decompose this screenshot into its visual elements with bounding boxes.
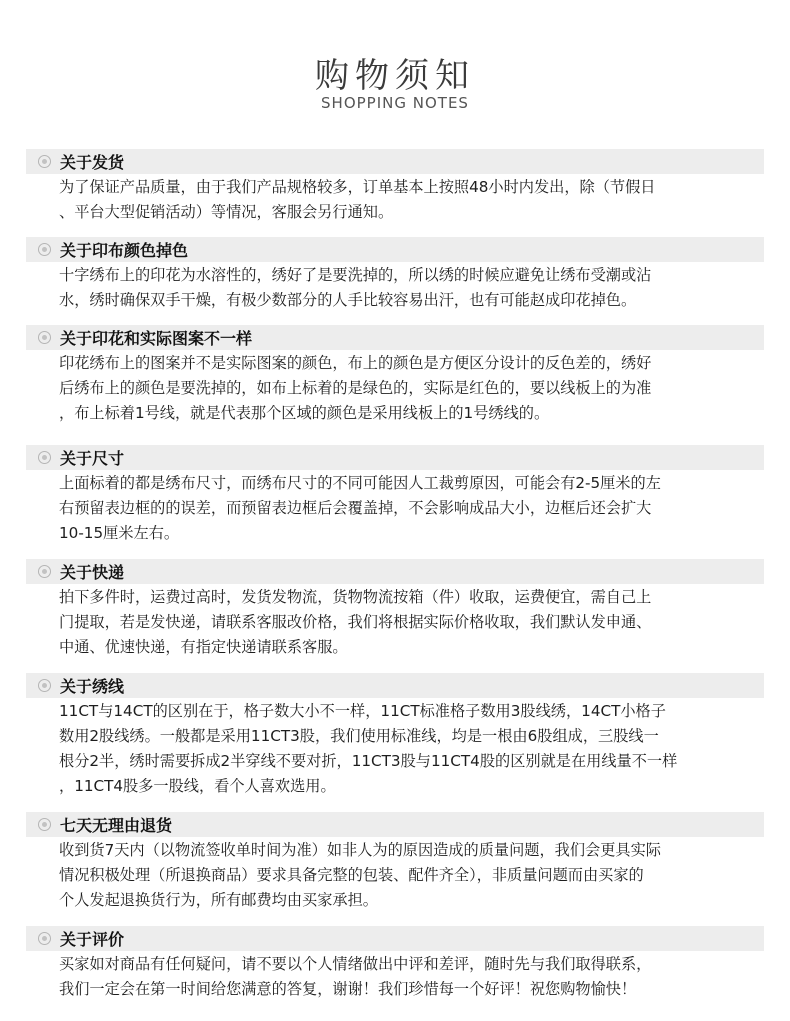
section-header xyxy=(26,445,764,470)
body-line: 后绣布上的颜色是要洗掉的，如布上标着的是绿色的，实际是红色的，要以线板上的为准 xyxy=(59,379,652,397)
body-line: 11CT与14CT的区别在于，格子数大小不一样，11CT标准格子数用3股线绣，14CT小格子 xyxy=(59,702,666,720)
section-body xyxy=(59,952,759,1002)
section-title: 关于评价 xyxy=(60,930,125,949)
section-title: 关于绣线 xyxy=(60,677,125,696)
section-body xyxy=(59,838,759,913)
section-title: 关于尺寸 xyxy=(60,449,125,468)
body-line: 我们一定会在第一时间给您满意的答复，谢谢！我们珍惜每一个好评！祝您购物愉快！ xyxy=(59,980,637,998)
section-header xyxy=(26,812,764,837)
body-line: 买家如对商品有任何疑问，请不要以个人情绪做出中评和差评，随时先与我们取得联系， xyxy=(59,955,652,973)
circle-bullet-icon xyxy=(38,331,51,344)
section-title: 关于印花和实际图案不一样 xyxy=(60,329,253,348)
section-body xyxy=(59,351,759,426)
section-returns xyxy=(26,812,764,913)
circle-bullet-icon xyxy=(38,932,51,945)
body-line: 数用2股线绣。一般都是采用11CT3股，我们使用标准线，均是一根由6股组成，三股线一 xyxy=(59,727,659,745)
section-reviews xyxy=(26,926,764,1002)
body-line: 为了保证产品质量，由于我们产品规格较多，订单基本上按照48小时内发出，除（节假日 xyxy=(59,178,656,196)
body-line: ，11CT4股多一股线，看个人喜欢选用。 xyxy=(59,777,336,795)
page-subtitle: SHOPPING NOTES xyxy=(321,94,469,112)
body-line: 10-15厘米左右。 xyxy=(59,524,180,542)
section-body xyxy=(59,699,759,799)
section-body xyxy=(59,585,759,660)
section-header xyxy=(26,149,764,174)
body-line: ，布上标着1号线，就是代表那个区域的颜色是采用线板上的1号绣线的。 xyxy=(59,404,550,422)
body-line: 收到货7天内（以物流签收单时间为准）如非人为的原因造成的质量问题，我们会更具实际 xyxy=(59,841,661,859)
circle-bullet-icon xyxy=(38,565,51,578)
section-body xyxy=(59,471,759,546)
section-shipping xyxy=(26,149,764,225)
body-line: 情况积极处理（所退换商品）要求具备完整的包装、配件齐全），非质量问题而由买家的 xyxy=(59,866,644,884)
body-line: 中通、优速快递，有指定快递请联系客服。 xyxy=(59,638,348,656)
section-body xyxy=(59,175,759,225)
body-line: 门提取，若是发快递，请联系客服改价格，我们将根据实际价格收取，我们默认发申通、 xyxy=(59,613,652,631)
section-body xyxy=(59,263,759,313)
body-line: 右预留表边框的的误差，而预留表边框后会覆盖掉，不会影响成品大小，边框后还会扩大 xyxy=(59,499,652,517)
body-line: 印花绣布上的图案并不是实际图案的颜色，布上的颜色是方便区分设计的反色差的，绣好 xyxy=(59,354,652,372)
section-header xyxy=(26,559,764,584)
body-line: 、平台大型促销活动）等情况，客服会另行通知。 xyxy=(59,203,394,221)
section-header xyxy=(26,237,764,262)
page-title: 购物须知 xyxy=(315,56,475,96)
circle-bullet-icon xyxy=(38,818,51,831)
section-size xyxy=(26,445,764,546)
section-print-fading xyxy=(26,237,764,313)
section-pattern-difference xyxy=(26,325,764,426)
section-header xyxy=(26,926,764,951)
body-line: 根分2半，绣时需要拆成2半穿线不要对折，11CT3股与11CT4股的区别就是在用线量不一样 xyxy=(59,752,678,770)
section-courier xyxy=(26,559,764,660)
section-header xyxy=(26,325,764,350)
section-title: 关于印布颜色掉色 xyxy=(60,241,189,260)
circle-bullet-icon xyxy=(38,155,51,168)
body-line: 上面标着的都是绣布尺寸，而绣布尺寸的不同可能因人工裁剪原因，可能会有2-5厘米的左 xyxy=(59,474,661,492)
section-thread xyxy=(26,673,764,799)
body-line: 拍下多件时，运费过高时，发货发物流，货物物流按箱（件）收取，运费便宜，需自己上 xyxy=(59,588,652,606)
body-line: 水，绣时确保双手干燥，有极少数部分的人手比较容易出汗，也有可能赵成印花掉色。 xyxy=(59,291,637,309)
section-title: 关于发货 xyxy=(60,153,125,172)
body-line: 十字绣布上的印花为水溶性的，绣好了是要洗掉的，所以绣的时候应避免让绣布受潮或沾 xyxy=(59,266,652,284)
body-line: 个人发起退换货行为，所有邮费均由买家承担。 xyxy=(59,891,378,909)
section-header xyxy=(26,673,764,698)
section-title: 七天无理由退货 xyxy=(60,816,173,835)
circle-bullet-icon xyxy=(38,679,51,692)
circle-bullet-icon xyxy=(38,243,51,256)
circle-bullet-icon xyxy=(38,451,51,464)
section-title: 关于快递 xyxy=(60,563,125,582)
